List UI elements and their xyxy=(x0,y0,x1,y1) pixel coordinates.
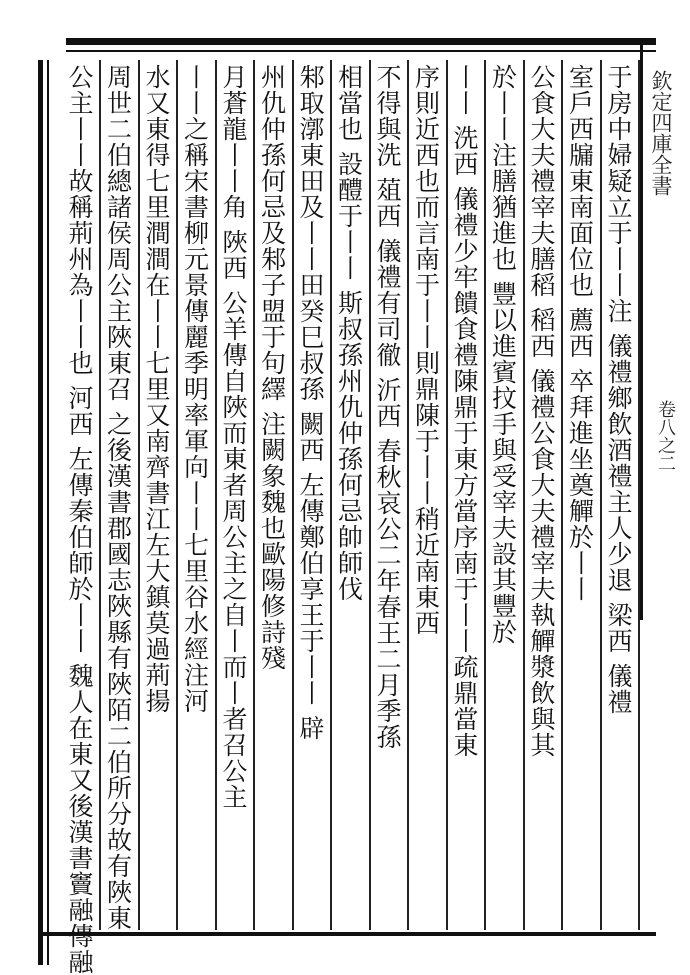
right-border xyxy=(640,40,643,620)
column-rule xyxy=(369,60,371,930)
column-rule xyxy=(138,60,140,930)
column-rule xyxy=(407,60,409,930)
column-rule xyxy=(215,60,217,930)
column-rule xyxy=(561,60,563,930)
margin-title: 欽定四庫全書 xyxy=(649,70,673,196)
margin-volume: 卷八之二 xyxy=(655,400,676,472)
column-rule xyxy=(253,60,255,930)
left-border-inner xyxy=(47,60,49,965)
text-column: 公食大夫禮宰夫膳稻 稻西 儀禮公食大夫禮宰夫執觶漿飲與其 xyxy=(527,64,556,758)
text-column: 周世二伯總諸侯周公主陜東召 之後漢書郡國志陜縣有陜陌二伯所分故有陜東 xyxy=(103,64,133,931)
text-column: 序則近西也而言南于丨丨則鼎陳于丨丨稍近南東西 xyxy=(411,64,441,636)
text-column: 州仇仲孫何忌及邾子盟于句繹 注闕象魏也歐陽修詩殘 xyxy=(257,64,287,671)
text-column: 丨丨之稱宋書柳元景傳麗季明率軍向丨丨七里谷水經注河 xyxy=(180,64,210,714)
text-column: 水又東得七里澗澗在丨丨七里又南齊書江左大鎮莫過荊揚 xyxy=(142,64,171,714)
column-rule xyxy=(176,60,178,930)
column-rule xyxy=(484,60,486,930)
column-rule xyxy=(600,60,602,930)
text-column: 室戶西牖東南面位也 薦西 卒拜進坐奠觶於丨丨 xyxy=(565,64,595,602)
text-column: 於丨丨注膳猶進也 豐以進賓抆手與受宰夫設其豐於 xyxy=(488,64,518,645)
text-column: 邾取漷東田及丨丨田癸巳叔孫 闕西 左傳鄭伯享王于丨丨 辟 xyxy=(296,64,325,741)
left-border xyxy=(38,60,43,965)
text-column: 不得與洗 葅西 儀禮有司徹 沂西 春秋哀公二年春王二月季孫 xyxy=(373,64,402,750)
text-column: 公主丨丨故稱荊州為丨丨也 河西 左傳秦伯師於丨丨 魏人在東又後漢書竇融傳融 xyxy=(65,64,94,975)
column-rule xyxy=(292,60,294,930)
top-border-inner xyxy=(66,50,656,52)
column-rule xyxy=(99,60,101,930)
column-rule xyxy=(523,60,525,930)
column-rule xyxy=(330,60,332,930)
bottom-border xyxy=(40,932,656,936)
text-column: 相當也 設醴于丨丨 斯叔孫州仇仲孫何忌帥師伐 xyxy=(334,64,364,602)
text-column: 丨丨 洗西 儀禮少牢饋食禮陳鼎于東方當序南于丨丨疏鼎當東 xyxy=(450,64,479,758)
column-rule xyxy=(638,60,640,930)
text-column: 于房中婦疑立于丨丨注 儀禮鄉飲酒禮主人少退 梁西 儀禮 xyxy=(604,64,633,715)
column-rule xyxy=(446,60,448,930)
top-border xyxy=(66,38,656,45)
text-column: 月蒼龍丨丨角 陜西 公羊傳自陜而東者周公主之自丨而丨者召公主 xyxy=(219,64,248,810)
